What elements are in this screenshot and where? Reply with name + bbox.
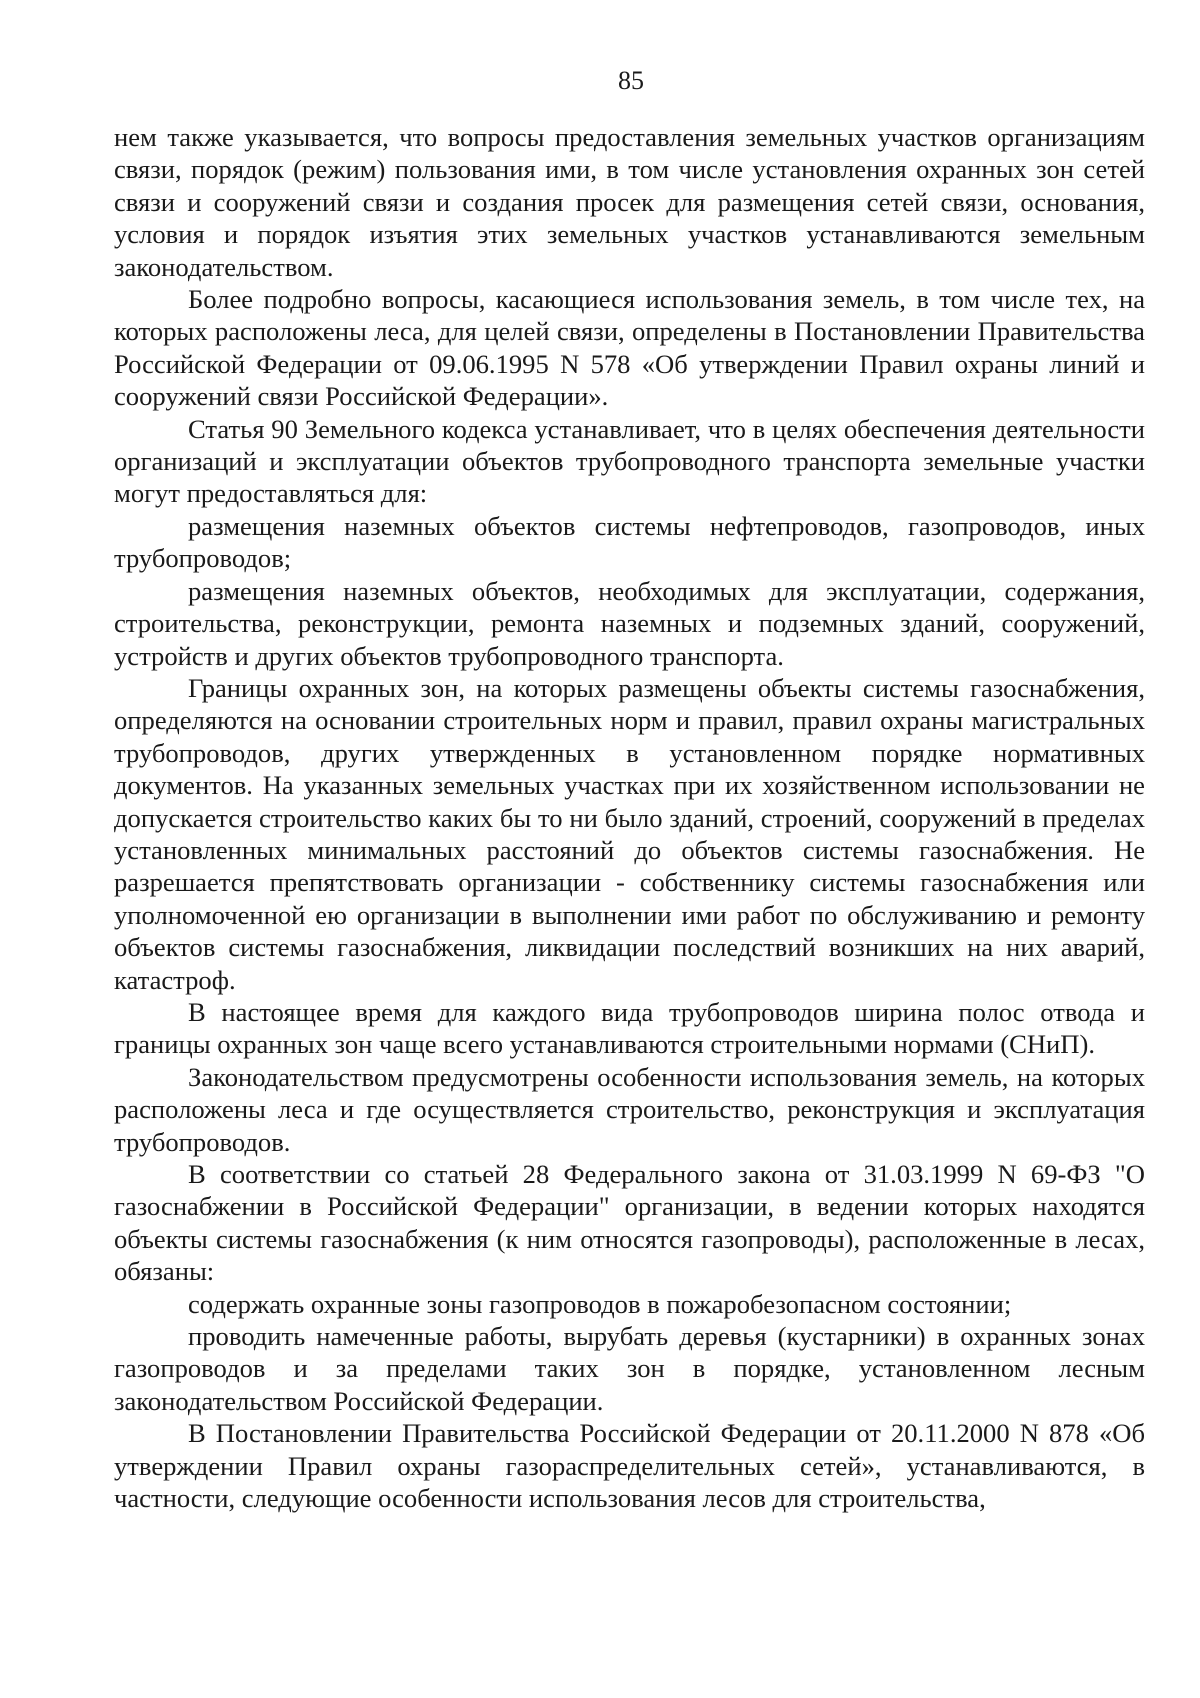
paragraph-legislation: Законодательством предусмотрены особенности использования земель, на которых расположены леса и где осуществляется строительство, реконструкция и эксплуатация трубопроводов. <box>114 1061 1145 1157</box>
paragraph-pipeline-objects: размещения наземных объектов системы нефтепроводов, газопроводов, иных трубопроводов; <box>114 510 1145 574</box>
paragraph-communication-lands: Более подробно вопросы, касающиеся использования земель, в том числе тех, на которых расположены леса, для целей связи, определены в Постановлении Правительства Российской Федерации от 09.06.1995 N 578 «Об утверждении Правил охраны линий и сооружений связи Российской Федерации». <box>114 284 1145 412</box>
paragraph-tree-cutting: проводить намеченные работы, вырубать деревья (кустарники) в охранных зонах газопроводов и за пределами таких зон в порядке, установленном лесным законодательством Российской Федерации. <box>114 1321 1145 1416</box>
paragraph-continuation: нем также указывается, что вопросы предоставления земельных участков организациям связи, порядок (режим) пользования ими, в том числе установления охранных зон сетей связи и сооружений связи и создания просек для размещения сетей связи, основания, условия и порядок изъятия этих земельных участков устанавливаются земельным законодательством. <box>114 122 1145 282</box>
paragraph-fire-safety: содержать охранные зоны газопроводов в пожаробезопасном состоянии; <box>188 1288 1012 1319</box>
paragraph-snip: В настоящее время для каждого вида трубопроводов ширина полос отвода и границы охранных зон чаще всего устанавливаются строительными нормами (СНиП). <box>114 996 1145 1060</box>
paragraph-article-28: В соответствии со статьей 28 Федерального закона от 31.03.1999 N 69-ФЗ "О газоснабжении в Российской Федерации" организации, в ведении которых находятся объекты системы газоснабжения (к ним относятся газопроводы), расположенные в лесах, обязаны: <box>114 1159 1145 1287</box>
paragraph-resolution-878: В Постановлении Правительства Российской Федерации от 20.11.2000 N 878 «Об утверждении Правил охраны газораспределительных сетей», устанавливаются, в частности, следующие особенности использования лесов для строительства, <box>114 1418 1145 1514</box>
paragraph-operation-objects: размещения наземных объектов, необходимых для эксплуатации, содержания, строительства, реконструкции, ремонта наземных и подземных зданий, сооружений, устройств и других объектов трубопроводного транспорта. <box>114 575 1145 671</box>
document-body <box>114 121 1145 1514</box>
paragraph-protection-zones: Границы охранных зон, на которых размещены объекты системы газоснабжения, определяются на основании строительных норм и правил, правил охраны магистральных трубопроводов, других утвержденных в установленном порядке нормативных документов. На указанных земельных участках при их хозяйственном использовании не допускается строительство каких бы то ни было зданий, строений, сооружений в пределах установленных минимальных расстояний до объектов системы газоснабжения. Не разрешается препятствовать организации - собственнику системы газоснабжения или уполномоченной ею организации в выполнении ими работ по обслуживанию и ремонту объектов системы газоснабжения, ликвидации последствий возникших на них аварий, катастроф. <box>114 672 1145 995</box>
paragraph-article-90: Статья 90 Земельного кодекса устанавливает, что в целях обеспечения деятельности организаций и эксплуатации объектов трубопроводного транспорта земельные участки могут предоставляться для: <box>114 413 1145 509</box>
page-number: 85 <box>618 66 644 95</box>
